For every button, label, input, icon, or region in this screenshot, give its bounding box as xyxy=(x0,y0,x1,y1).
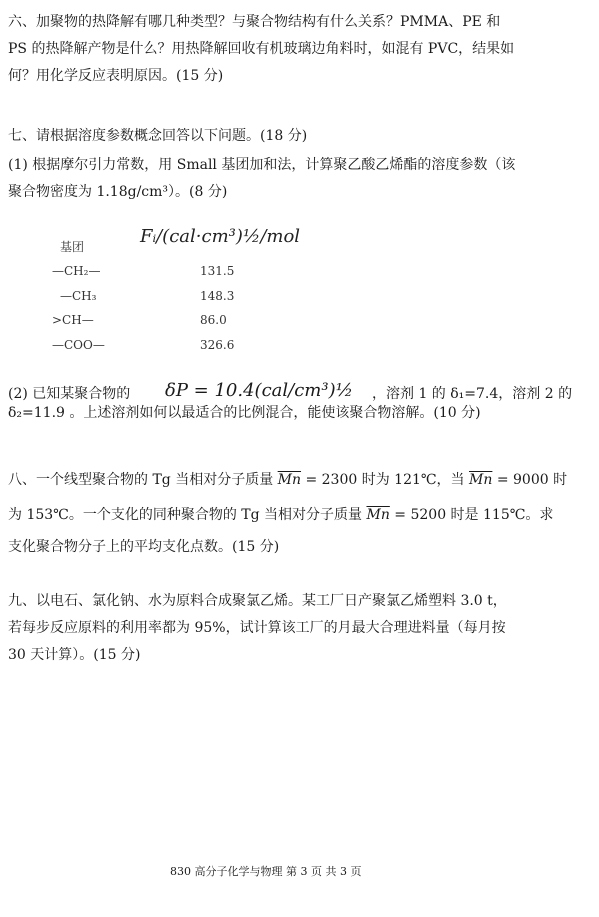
q8-text-a: 八、一个线型聚合物的 Tg 当相对分子质量 xyxy=(8,472,278,488)
q8-text-d: 为 153℃。一个支化的同种聚合物的 Tg 当相对分子质量 xyxy=(8,507,367,523)
q8-line1 xyxy=(8,470,567,490)
q8-line3: 支化聚合物分子上的平均支化点数。(15 分) xyxy=(8,539,280,555)
q6-line1: 六、加聚物的热降解有哪几种类型？与聚合物结构有什么关系？PMMA、PE 和 xyxy=(8,14,501,30)
mn-symbol: $\overline{Mn}$ xyxy=(469,472,493,488)
table-row-value: 86.0 xyxy=(200,313,227,327)
q6-line2: PS 的热降解产物是什么？用热降解回收有机玻璃边角料时，如混有 PVC，结果如 xyxy=(8,41,515,57)
q7-part2-line2: δ₂=11.9 。上述溶剂如何以最适合的比例混合，能使该聚合物溶解。(10 分) xyxy=(8,405,481,421)
q7-part1-line1: (1) 根据摩尔引力常数，用 Small 基团加和法，计算聚乙酸乙烯酯的溶度参数（该 xyxy=(8,157,516,173)
q7-heading: 七、请根据溶度参数概念回答以下问题。(18 分) xyxy=(8,128,308,144)
table-row-group: —CH₂— xyxy=(52,264,101,278)
q8-text-c: = 9000 时 xyxy=(492,472,568,488)
table-header-group: 基团 xyxy=(60,240,85,254)
table-header-formula: Fᵢ/(cal·cm³)½/mol xyxy=(140,226,301,247)
mn-symbol: $\overline{Mn}$ xyxy=(366,507,390,523)
q9-line2: 若每步反应原料的利用率都为 95%，试计算该工厂的月最大合理进料量（每月按 xyxy=(8,620,506,636)
q7-part2-suffix: ，溶剂 1 的 δ₁=7.4，溶剂 2 的 xyxy=(372,386,573,402)
q8-line2 xyxy=(8,505,553,525)
table-row-group: —CH₃ xyxy=(60,289,97,303)
q9-line1: 九、以电石、氯化钠、水为原料合成聚氯乙烯。某工厂日产聚氯乙烯塑料 3.0 t， xyxy=(8,593,507,609)
table-row-value: 326.6 xyxy=(200,338,235,352)
q6-line3: 何？用化学反应表明原因。(15 分) xyxy=(8,68,224,84)
q7-part2-formula: δP = 10.4(cal/cm³)½ xyxy=(165,380,354,401)
q7-part2-prefix: (2) 已知某聚合物的 xyxy=(8,386,131,402)
q9-line3: 30 天计算）。(15 分) xyxy=(8,647,141,663)
table-row-value: 148.3 xyxy=(200,289,235,303)
mn-symbol: $\overline{Mn}$ xyxy=(277,472,302,488)
table-row-group: —COO— xyxy=(52,338,105,352)
table-row-value: 131.5 xyxy=(200,264,235,278)
page-footer: 830 高分子化学与物理 第 3 页 共 3 页 xyxy=(170,865,362,878)
q8-text-e: = 5200 时是 115℃。求 xyxy=(389,507,554,523)
q8-text-b: = 2300 时为 121℃，当 xyxy=(301,472,470,488)
q7-part1-line2: 聚合物密度为 1.18g/cm³）。(8 分) xyxy=(8,184,228,200)
table-row-group: >CH— xyxy=(52,313,94,327)
